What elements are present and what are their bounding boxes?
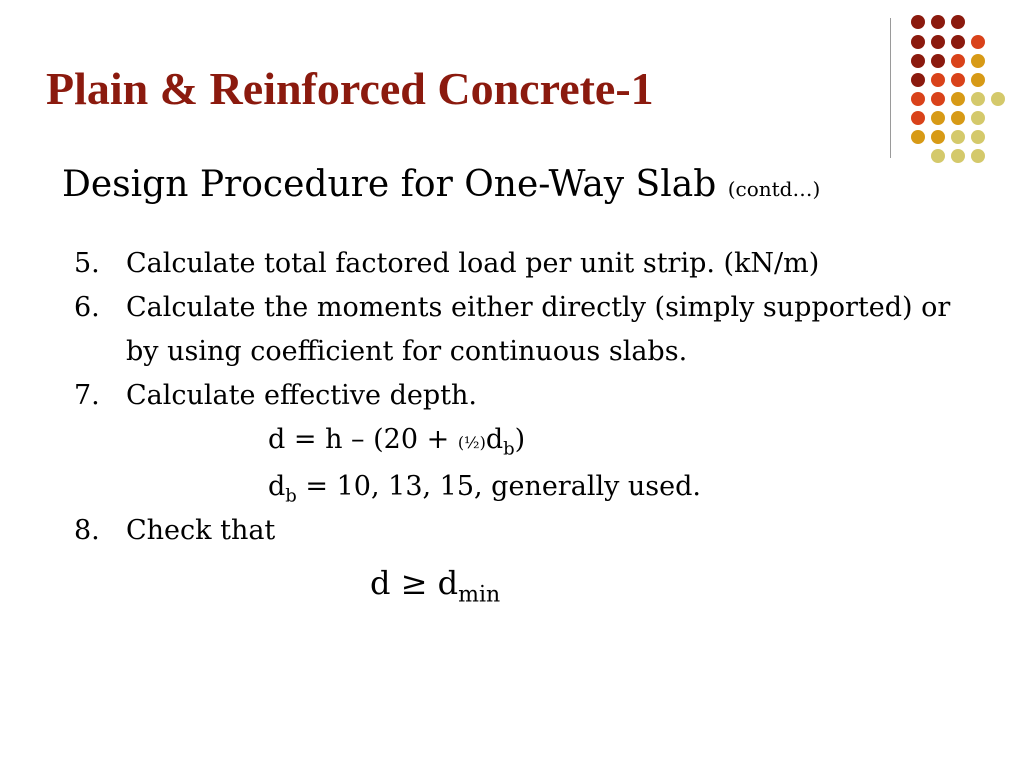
slide-title: Plain & Reinforced Concrete-1	[46, 63, 654, 114]
decorative-dot	[931, 35, 945, 49]
decorative-dot	[951, 130, 965, 144]
subtitle-note: (contd…)	[727, 177, 821, 201]
decorative-dot	[951, 73, 965, 87]
subtitle-text: Design Procedure for One-Way Slab	[62, 164, 717, 205]
formula-suffix: )	[514, 424, 526, 455]
decorative-dot	[931, 73, 945, 87]
effective-depth-formula	[74, 418, 974, 465]
item-number: 8.	[74, 515, 100, 546]
formula-var: d	[485, 424, 504, 455]
decorative-dot	[911, 73, 925, 87]
decorative-dot	[911, 35, 925, 49]
item-text: Check that	[126, 515, 276, 546]
list-item	[74, 242, 974, 286]
decorative-dot	[951, 149, 965, 163]
decorative-dot	[931, 15, 945, 29]
decorative-dot	[951, 15, 965, 29]
decorative-dot	[931, 111, 945, 125]
decorative-dot	[931, 54, 945, 68]
decorative-dot	[911, 111, 925, 125]
check-subscript: min	[458, 582, 501, 608]
decorative-dot	[951, 111, 965, 125]
list-item	[74, 286, 974, 374]
divider-line	[890, 18, 891, 158]
slide-subtitle	[62, 164, 820, 205]
check-formula	[74, 553, 974, 613]
decorative-dot	[951, 54, 965, 68]
decorative-dot	[971, 54, 985, 68]
decorative-dot	[931, 130, 945, 144]
decorative-dot	[991, 92, 1005, 106]
decorative-dot	[931, 92, 945, 106]
item-number: 5.	[74, 248, 100, 279]
item-text: Calculate total factored load per unit strip. (kN/m)	[126, 248, 820, 279]
formula-prefix: d = h – (20 +	[268, 424, 458, 455]
list-item	[74, 374, 974, 418]
decorative-dot	[911, 54, 925, 68]
bar-diameter-formula	[74, 465, 974, 509]
formula-rest: = 10, 13, 15, generally used.	[296, 471, 702, 502]
decorative-dot	[911, 92, 925, 106]
item-number: 7.	[74, 380, 100, 411]
decorative-dot	[911, 15, 925, 29]
decorative-dot	[971, 92, 985, 106]
decorative-dot	[971, 130, 985, 144]
item-text: Calculate effective depth.	[126, 380, 477, 411]
decorative-dot	[951, 92, 965, 106]
formula-subscript: b	[285, 485, 297, 507]
decorative-dot	[931, 149, 945, 163]
decorative-dot	[971, 111, 985, 125]
decorative-dot	[911, 130, 925, 144]
decorative-dot	[951, 35, 965, 49]
formula-var: d	[268, 471, 286, 502]
item-text: Calculate the moments either directly (simply supported) or by using coefficient for continuous slabs.	[126, 292, 951, 367]
decorative-dot	[971, 149, 985, 163]
list-item	[74, 509, 974, 553]
item-number: 6.	[74, 292, 100, 323]
formula-subscript: b	[503, 438, 515, 460]
procedure-list	[74, 242, 974, 613]
decorative-dot	[971, 35, 985, 49]
check-left: d ≥ d	[370, 564, 459, 602]
formula-fraction: (½)	[457, 433, 486, 452]
decorative-dot	[971, 73, 985, 87]
